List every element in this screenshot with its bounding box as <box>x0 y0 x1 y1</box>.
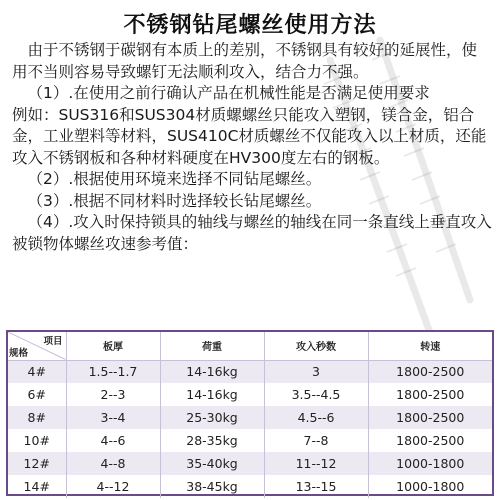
corner-label-spec: 规格 <box>9 347 29 359</box>
cell-spec: 8# <box>8 406 66 429</box>
cell-load: 25-30kg <box>160 406 264 429</box>
header-load: 荷重 <box>160 332 264 360</box>
page-title: 不锈钢钻尾螺丝使用方法 <box>123 13 377 38</box>
cell-spec: 12# <box>8 452 66 475</box>
cell-spec: 4# <box>8 360 66 383</box>
screw-speed-table <box>6 330 494 496</box>
cell-rpm: 1800-2500 <box>368 429 492 452</box>
intro-paragraph: 由于不锈钢于碳钢有本质上的差别，不锈钢具有较好的延展性，使用不当则容易导致螺钉无法顺利攻入，结合力不强。 <box>12 41 478 81</box>
cell-spec: 10# <box>23 433 50 448</box>
cell-thickness: 3--4 <box>66 406 160 429</box>
cell-seconds: 13--15 <box>264 475 368 498</box>
cell-thickness: 4--8 <box>66 452 160 475</box>
cell-seconds: 3 <box>264 360 368 383</box>
cell-rpm: 1000-1800 <box>368 452 492 475</box>
table-header-row <box>8 332 492 360</box>
cell-load: 14-16kg <box>160 383 264 406</box>
cell-spec: 14# <box>23 479 50 494</box>
point-3-paragraph: （3）.根据不同材料时选择较长钻尾螺丝。 <box>27 191 322 210</box>
cell-rpm: 1800-2500 <box>368 406 492 429</box>
cell-thickness: 4--6 <box>66 429 160 452</box>
cell-load: 14-16kg <box>160 360 264 383</box>
cell-seconds: 3.5--4.5 <box>264 383 368 406</box>
table-row <box>8 452 492 475</box>
table-row <box>8 475 492 498</box>
cell-rpm: 1000-1800 <box>368 475 492 498</box>
cell-seconds: 11--12 <box>264 452 368 475</box>
table-corner-cell <box>8 332 66 360</box>
cell-thickness: 2--3 <box>66 383 160 406</box>
cell-rpm: 1800-2500 <box>368 383 492 406</box>
cell-thickness: 4--12 <box>66 475 160 498</box>
cell-load: 38-45kg <box>160 475 264 498</box>
table-row <box>8 383 492 406</box>
example-paragraph: 例如：SUS316和SUS304材质螺螺丝只能攻入塑钢，镁合金，铝合金，工业塑料等材料，SUS410C材质螺丝不仅能攻入以上材质，还能攻入不锈钢板和各种材料硬度在HV300度左右的钢板。 <box>12 105 487 167</box>
cell-rpm: 1800-2500 <box>368 360 492 383</box>
table-row <box>8 360 492 383</box>
cell-seconds: 4.5--6 <box>264 406 368 429</box>
point-4-paragraph: （4）.攻入时保持锁具的轴线与螺丝的轴线在同一条直线上垂直攻入被锁物体螺丝攻速参考值： <box>12 213 492 253</box>
cell-spec: 6# <box>27 387 46 402</box>
table-row <box>8 429 492 452</box>
corner-label-item: 项目 <box>43 336 63 347</box>
point-2-paragraph: （2）.根据使用环境来选择不同钻尾螺丝。 <box>27 170 322 188</box>
instructions-body <box>12 40 492 255</box>
header-thickness: 板厚 <box>66 332 160 360</box>
table-row <box>8 406 492 429</box>
cell-seconds: 7--8 <box>264 429 368 452</box>
cell-load: 35-40kg <box>160 452 264 475</box>
cell-thickness: 1.5--1.7 <box>66 360 160 383</box>
cell-load: 28-35kg <box>160 429 264 452</box>
header-rpm: 转速 <box>368 332 492 360</box>
point-1-paragraph: （1）.在使用之前行确认产品在机械性能是否满足使用要求 <box>27 84 430 102</box>
header-drive-seconds: 攻入秒数 <box>264 332 368 360</box>
